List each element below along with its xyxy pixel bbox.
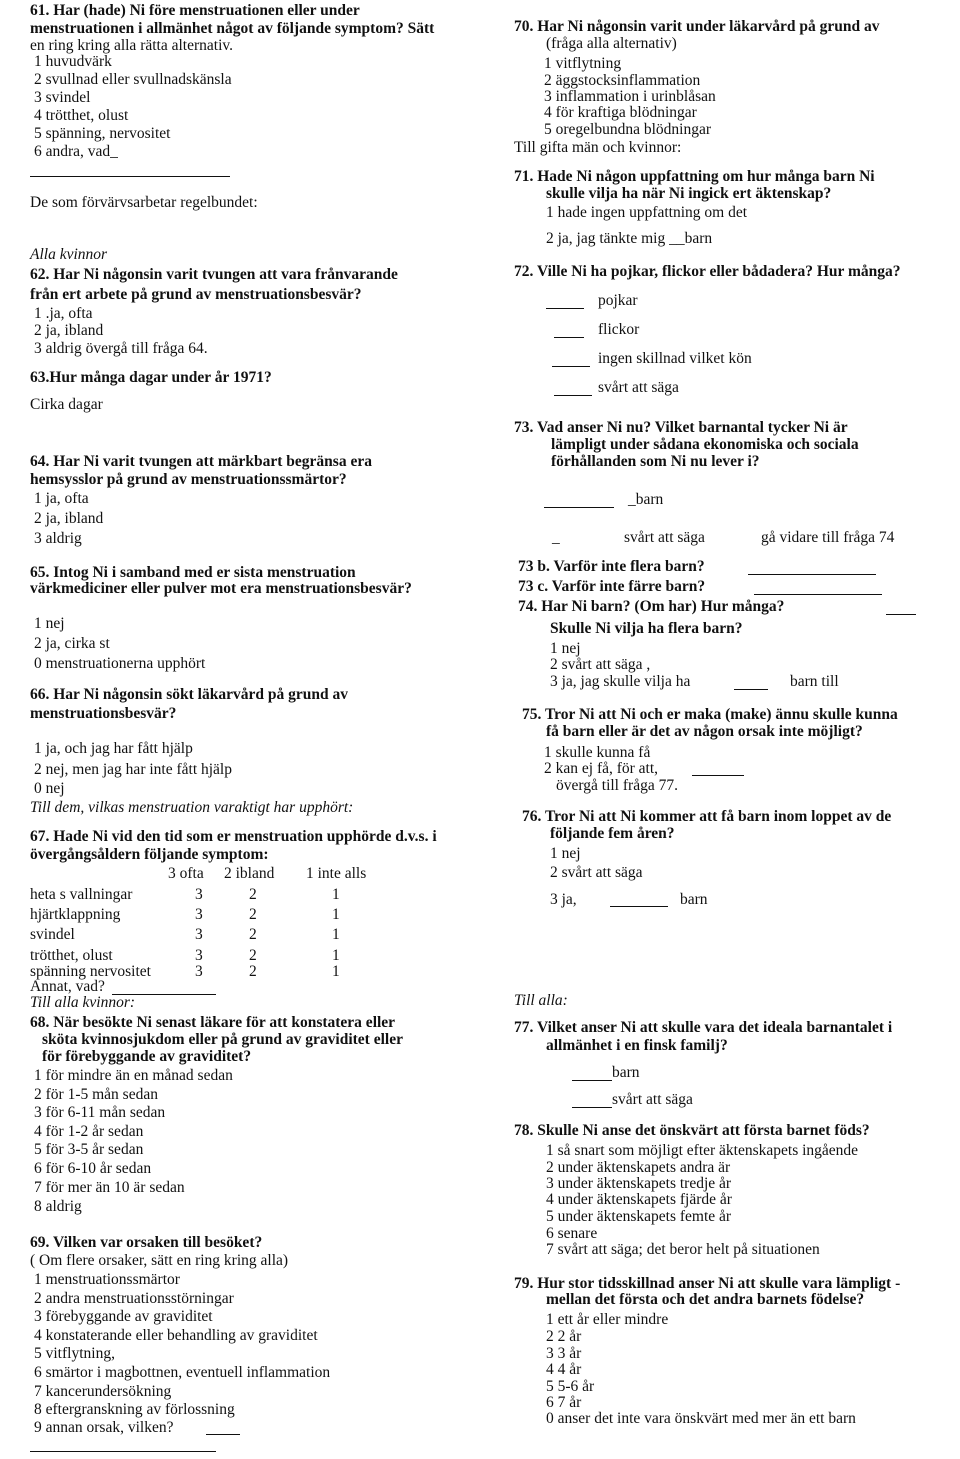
q73c-line[interactable] [754, 594, 882, 595]
q77-answer1[interactable]: barn [612, 1064, 640, 1081]
q69-option[interactable]: 1 menstruationssmärtor [34, 1271, 180, 1288]
q67-row-label: trötthet, olust [30, 947, 113, 964]
q68-option[interactable]: 5 för 3-5 år sedan [34, 1141, 144, 1158]
q70-option[interactable]: 5 oregelbundna blödningar [544, 121, 712, 138]
q73-answer2[interactable]: svårt att säga [624, 529, 705, 546]
q73-title-line3: förhållanden som Ni nu lever i? [551, 453, 760, 470]
q67-cell[interactable]: 2 [249, 947, 257, 964]
q75-title-line1: 75. Tror Ni att Ni och er maka (make) ännu skulle kunna [522, 706, 898, 723]
q69-option[interactable]: 5 vitflytning, [34, 1345, 115, 1362]
q67-header: 1 inte alls [306, 865, 367, 882]
q79-title-line2: mellan det första och det andra barnets födelse? [546, 1291, 865, 1308]
q70-title-line1: 70. Har Ni någonsin varit under läkarvård på grund av [514, 18, 880, 35]
q61-option[interactable]: 3 svindel [34, 89, 91, 106]
q67-row-label: heta s vallningar [30, 886, 133, 903]
section-menopause: Till dem, vilkas menstruation varaktigt har upphört: [30, 799, 354, 816]
q73b-title: 73 b. Varför inte flera barn? [518, 558, 705, 575]
q65-option[interactable]: 2 ja, cirka st [34, 635, 110, 652]
q79-option[interactable]: 3 3 år [546, 1345, 582, 1362]
q62-option[interactable]: 1 .ja, ofta [34, 305, 93, 322]
q74-title: 74. Har Ni barn? (Om har) Hur många? [518, 598, 785, 615]
q74-option[interactable]: 3 ja, jag skulle vilja ha [550, 673, 691, 690]
q69-answer-line[interactable] [30, 1451, 216, 1452]
q72-option[interactable]: pojkar [598, 292, 638, 309]
q74-sub: Skulle Ni vilja ha flera barn? [550, 620, 743, 637]
q63-title: 63.Hur många dagar under år 1971? [30, 369, 272, 386]
q75-option[interactable]: 1 skulle kunna få [544, 744, 651, 761]
q78-option[interactable]: 1 så snart som möjligt efter äktenskapets ingående [546, 1142, 859, 1159]
q67-cell[interactable]: 3 [195, 926, 203, 943]
q72-option[interactable]: svårt att säga [598, 379, 679, 396]
q75-option[interactable]: 2 kan ej få, för att, [544, 760, 659, 777]
q64-title-line2: hemsysslor på grund av menstruationssmärtor? [30, 471, 347, 488]
q67-cell[interactable]: 2 [249, 926, 257, 943]
q76-option[interactable]: 2 svårt att säga [550, 864, 643, 881]
q76-title-line2: följande fem åren? [550, 825, 675, 842]
q72-option[interactable]: ingen skillnad vilket kön [598, 350, 752, 367]
q62-title-line2: från ert arbete på grund av menstruationsbesvär? [30, 286, 362, 303]
q64-option[interactable]: 3 aldrig [34, 530, 82, 547]
q72-option[interactable]: flickor [598, 321, 640, 338]
q68-option[interactable]: 6 för 6-10 år sedan [34, 1160, 152, 1177]
q71-title-line2: skulle vilja ha när Ni ingick ert äktenskap? [546, 185, 832, 202]
q66-option[interactable]: 2 nej, men jag har inte fått hjälp [34, 761, 232, 778]
q64-title-line1: 64. Har Ni varit tvungen att märkbart begränsa era [30, 453, 372, 470]
q72-line[interactable] [554, 337, 584, 338]
q74-option[interactable]: 2 svårt att säga , [550, 656, 651, 673]
q78-option[interactable]: 4 under äktenskapets fjärde år [546, 1191, 732, 1208]
q70-option[interactable]: 4 för kraftiga blödningar [544, 104, 697, 121]
q68-option[interactable]: 1 för mindre än en månad sedan [34, 1067, 233, 1084]
q66-option[interactable]: 1 ja, och jag har fått hjälp [34, 740, 193, 757]
q61-option[interactable]: 5 spänning, nervositet [34, 125, 171, 142]
q68-title-line1: 68. När besökte Ni senast läkare för att konstatera eller [30, 1014, 396, 1031]
q67-cell[interactable]: 3 [195, 886, 203, 903]
section-all: Till alla: [514, 992, 568, 1009]
q67-cell[interactable]: 2 [249, 963, 257, 980]
q77-line[interactable] [572, 1107, 612, 1108]
section-workers: De som förvärvsarbetar regelbundet: [30, 194, 258, 211]
section-all-women-2: Till alla kvinnor: [30, 994, 136, 1011]
q67-header: 2 ibland [224, 865, 275, 882]
q79-option[interactable]: 4 4 år [546, 1361, 582, 1378]
q69-other-line[interactable] [206, 1434, 240, 1435]
q79-title-line1: 79. Hur stor tidsskillnad anser Ni att skulle vara lämpligt - [514, 1275, 901, 1292]
q76-title-line1: 76. Tror Ni att Ni kommer att få barn inom loppet av de [522, 808, 892, 825]
q61-option[interactable]: 4 trötthet, olust [34, 107, 129, 124]
q66-option[interactable]: 0 nej [34, 780, 65, 797]
q68-title-line2: sköta kvinnosjukdom eller på grund av graviditet eller [42, 1031, 403, 1048]
q71-title-line1: 71. Hade Ni någon uppfattning om hur många barn Ni [514, 168, 875, 185]
q71-option[interactable]: 2 ja, jag tänkte mig __barn [546, 230, 713, 247]
q61-answer-line[interactable] [30, 176, 230, 177]
q74-option[interactable]: 1 nej [550, 640, 581, 657]
q67-row-label: hjärtklappning [30, 906, 121, 923]
q75-skip: övergå till fråga 77. [556, 777, 678, 794]
q69-title: 69. Vilken var orsaken till besöket? [30, 1234, 263, 1251]
q67-other: Annat, vad? [30, 978, 105, 995]
q61-title-line1: 61. Har (hade) Ni före menstruationen eller under [30, 2, 360, 19]
q67-cell[interactable]: 1 [332, 947, 340, 964]
q65-option[interactable]: 1 nej [34, 615, 65, 632]
q72-line[interactable] [552, 366, 590, 367]
q67-cell[interactable]: 1 [332, 926, 340, 943]
q79-option[interactable]: 0 anser det inte vara önskvärt med mer än ett barn [546, 1410, 856, 1427]
q68-option[interactable]: 2 för 1-5 mån sedan [34, 1086, 158, 1103]
q76-option[interactable]: 3 ja, [550, 891, 577, 908]
q77-line[interactable] [572, 1080, 612, 1081]
q74-line[interactable] [734, 689, 768, 690]
q67-title-line1: 67. Hade Ni vid den tid som er menstruation upphörde d.v.s. i [30, 828, 437, 845]
q69-option[interactable]: 9 annan orsak, vilken? [34, 1419, 174, 1436]
q73-line[interactable] [544, 507, 614, 508]
q72-line[interactable] [554, 395, 592, 396]
q73-answer1[interactable]: _barn [628, 491, 664, 508]
q70-option[interactable]: 1 vitflytning [544, 55, 622, 72]
q67-cell[interactable]: 1 [332, 963, 340, 980]
q67-cell[interactable]: 1 [332, 906, 340, 923]
q75-title-line2: få barn eller är det av någon orsak inte möjligt? [546, 723, 863, 740]
q65-title-line2: värkmediciner eller pulver mot era menstruationsbesvär? [30, 580, 412, 597]
q62-option[interactable]: 2 ja, ibland [34, 322, 104, 339]
q72-line[interactable] [546, 308, 584, 309]
q67-cell[interactable]: 1 [332, 886, 340, 903]
section-all-women: Alla kvinnor [30, 246, 108, 263]
q79-option[interactable]: 1 ett år eller mindre [546, 1311, 669, 1328]
q68-option[interactable]: 3 för 6-11 mån sedan [34, 1104, 166, 1121]
q68-option[interactable]: 8 aldrig [34, 1198, 82, 1215]
q63-answer[interactable]: Cirka dagar [30, 396, 103, 413]
q62-title-line1: 62. Har Ni någonsin varit tvungen att vara frånvarande [30, 266, 398, 283]
q64-option[interactable]: 2 ja, ibland [34, 510, 104, 527]
q73-title-line1: 73. Vad anser Ni nu? Vilket barnantal tycker Ni är [514, 419, 848, 436]
q73-blank[interactable]: _ [552, 529, 560, 546]
q74-line[interactable] [886, 614, 916, 615]
q70-title-line2: (fråga alla alternativ) [546, 35, 677, 52]
q67-title-line2: övergångsåldern följande symptom: [30, 846, 269, 863]
q76-line[interactable] [610, 906, 668, 907]
q70-option[interactable]: 2 äggstocksinflammation [544, 72, 701, 89]
q78-option[interactable]: 2 under äktenskapets andra är [546, 1159, 731, 1176]
q78-option[interactable]: 3 under äktenskapets tredje år [546, 1175, 732, 1192]
q79-option[interactable]: 5 5-6 år [546, 1378, 595, 1395]
q62-option[interactable]: 3 aldrig övergå till fråga 64. [34, 340, 208, 357]
q61-option[interactable]: 1 huvudvärk [34, 53, 112, 70]
q61-title-line3: en ring kring alla rätta alternativ. [30, 37, 233, 54]
q75-line[interactable] [692, 775, 744, 776]
q61-title-line2: menstruationen i allmänhet något av följande symptom? Sätt [30, 20, 435, 37]
q71-option[interactable]: 1 hade ingen uppfattning om det [546, 204, 748, 221]
q68-title-line3: för förebyggande av graviditet? [42, 1048, 252, 1065]
q67-header: 3 ofta [168, 865, 204, 882]
q67-cell[interactable]: 2 [249, 886, 257, 903]
q68-option[interactable]: 7 för mer än 10 är sedan [34, 1179, 185, 1196]
q65-option[interactable]: 0 menstruationerna upphört [34, 655, 206, 672]
q66-title-line1: 66. Har Ni någonsin sökt läkarvård på grund av [30, 686, 348, 703]
q69-option[interactable]: 8 eftergranskning av förlossning [34, 1401, 235, 1418]
q67-row-label: spänning nervositet [30, 963, 151, 980]
q73c-title: 73 c. Varför inte färre barn? [518, 578, 706, 595]
q77-title-line2: allmänhet i en finsk familj? [546, 1037, 728, 1054]
q64-option[interactable]: 1 ja, ofta [34, 490, 89, 507]
q69-option[interactable]: 3 förebyggande av graviditet [34, 1308, 213, 1325]
q70-option[interactable]: 3 inflammation i urinblåsan [544, 88, 716, 105]
q77-answer2[interactable]: svårt att säga [612, 1091, 693, 1108]
q65-title-line1: 65. Intog Ni i samband med er sista menstruation [30, 564, 356, 581]
q68-option[interactable]: 4 för 1-2 år sedan [34, 1123, 144, 1140]
q69-option[interactable]: 7 kancerundersökning [34, 1383, 172, 1400]
q73-title-line2: lämpligt under sådana ekonomiska och sociala [551, 436, 859, 453]
q78-option[interactable]: 5 under äktenskapets femte år [546, 1208, 732, 1225]
section-married: Till gifta män och kvinnor: [514, 139, 682, 156]
q69-option[interactable]: 2 andra menstruationsstörningar [34, 1290, 234, 1307]
q69-option[interactable]: 4 konstaterande eller behandling av graviditet [34, 1327, 318, 1344]
q76-option[interactable]: 1 nej [550, 845, 581, 862]
q77-title-line1: 77. Vilket anser Ni att skulle vara det ideala barnantalet i [514, 1019, 893, 1036]
q67-row-label: svindel [30, 926, 75, 943]
q61-option[interactable]: 2 svullnad eller svullnadskänsla [34, 71, 232, 88]
q67-cell[interactable]: 3 [195, 947, 203, 964]
q78-title: 78. Skulle Ni anse det önskvärt att första barnet föds? [514, 1122, 870, 1139]
q67-cell[interactable]: 3 [195, 963, 203, 980]
q66-title-line2: menstruationsbesvär? [30, 705, 177, 722]
q79-option[interactable]: 2 2 år [546, 1328, 582, 1345]
q61-option[interactable]: 6 andra, vad_ [34, 143, 118, 160]
q67-cell[interactable]: 2 [249, 906, 257, 923]
q69-option[interactable]: 6 smärtor i magbottnen, eventuell inflammation [34, 1364, 331, 1381]
q72-title: 72. Ville Ni ha pojkar, flickor eller bådadera? Hur många? [514, 263, 901, 280]
q76-option-suffix: barn [680, 891, 708, 908]
q78-option[interactable]: 6 senare [546, 1225, 598, 1242]
q73b-line[interactable] [748, 574, 876, 575]
q69-note: ( Om flere orsaker, sätt en ring kring alla) [30, 1252, 289, 1269]
q79-option[interactable]: 6 7 år [546, 1394, 582, 1411]
q78-option[interactable]: 7 svårt att säga; det beror helt på situationen [546, 1241, 820, 1258]
q73-skip: gå vidare till fråga 74 [761, 529, 895, 546]
q74-option-suffix: barn till [790, 673, 839, 690]
q67-cell[interactable]: 3 [195, 906, 203, 923]
